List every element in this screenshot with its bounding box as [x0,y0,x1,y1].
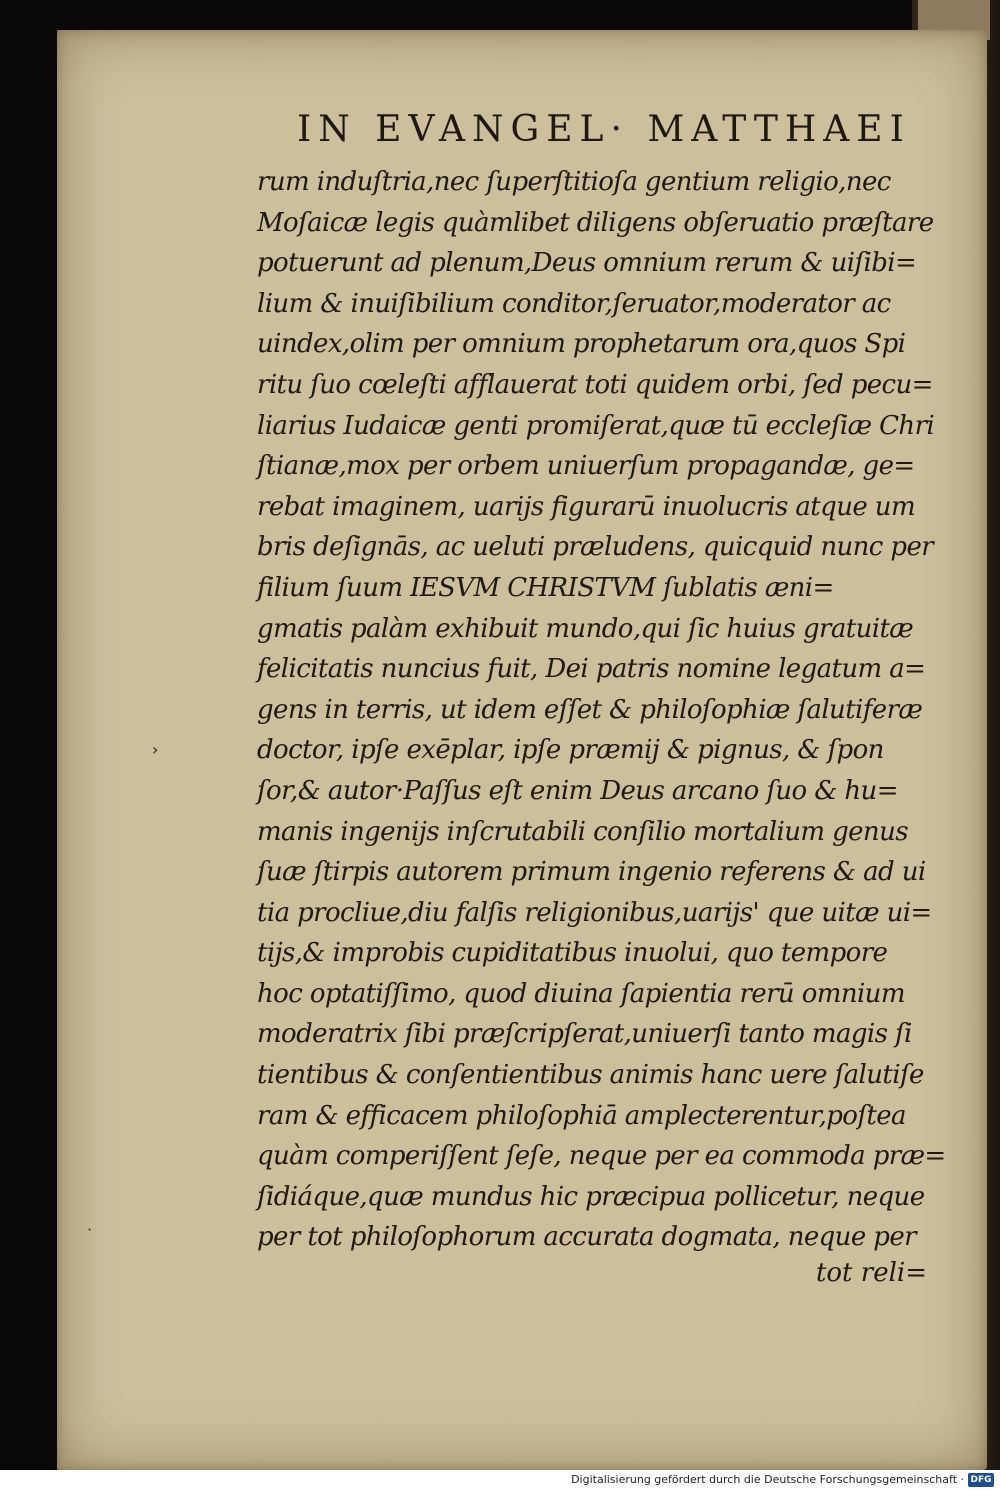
text-line: ſidiáque,quæ mundus hic præcipua pollicetur, neque [257,1181,925,1212]
text-line: tientibus & conſentientibus animis hanc uere ſalutiſe [257,1060,924,1091]
text-line: Moſaicæ legis quàmlibet diligens obſeruatio præſtare [257,207,934,238]
text-line: lium & inuiſibilium conditor,ſeruator,moderator ac [257,288,891,319]
text-line: ritu ſuo cœleſti afflauerat toti quidem orbi, ſed pecu= [257,369,933,400]
text-line: rum induſtria,nec ſuperſtitioſa gentium religio,nec [257,167,891,197]
text-line: tia procliue,diu falſis religionibus,uarijs' que uitæ ui= [257,897,932,928]
text-line: liarius Iudaicæ genti promiſerat,quæ tū eccleſiæ Chri [257,410,935,441]
text-line: gens in terris, ut idem eſſet & philoſophiæ ſalutiferæ [257,694,923,725]
dfg-logo-icon: DFG [968,1473,994,1487]
margin-mark: · [87,1220,93,1239]
margin-mark: › [152,740,159,759]
catchword: tot reli= [815,1258,927,1288]
page-text-block [257,100,946,1258]
footer-bar [0,1470,1000,1491]
body-text [257,162,946,1258]
text-line: bris deſignās, ac ueluti præludens, quicquid nunc per [257,532,934,563]
text-line: per tot philoſophorum accurata dogmata, neque per [257,1222,916,1253]
book-page [57,30,987,1470]
text-line: felicitatis nuncius fuit, Dei patris nomine legatum a= [257,654,926,685]
text-line: moderatrix ſibi præſcripſerat,uniuerſi tanto magis ſi [257,1019,912,1050]
text-line: rebat imaginem, uarijs figurarū inuolucris atque um [257,491,915,522]
text-line: ſuæ ſtirpis autorem primum ingenio referens & ad ui [257,857,926,888]
running-head: IN EVANGEL· MATTHAEI [297,109,911,150]
text-line: gmatis palàm exhibuit mundo,qui ſic huius gratuitæ [257,613,914,644]
text-line: uindex,olim per omnium prophetarum ora,quos Spi [257,329,906,360]
text-line: manis ingenijs inſcrutabili conſilio mortalium genus [257,816,908,847]
text-line: tijs,& improbis cupiditatibus inuolui, quo tempore [257,938,888,969]
text-line: hoc optatiſſimo, quod diuina ſapientia rerū omnium [257,978,905,1009]
text-line: ſor,& autor·Paſſus eſt enim Deus arcano ſuo & hu= [257,775,898,806]
footer-credit: Digitalisierung gefördert durch die Deutsche Forschungsgemeinschaft · [571,1473,964,1486]
text-line: quàm comperiſſent ſeſe, neque per ea commoda præ= [257,1141,946,1172]
text-line: ſtianæ,mox per orbem uniuerſum propagandæ, ge= [257,451,915,482]
text-line: doctor, ipſe exēplar, ipſe præmij & pignus, & ſpon [257,735,884,766]
text-line: ram & efficacem philoſophiā amplecterentur,poſtea [257,1100,906,1131]
text-line: filium ſuum IESVM CHRISTVM ſublatis æni= [257,572,834,603]
text-line: potuerunt ad plenum,Deus omnium rerum & uiſibi= [257,248,917,279]
